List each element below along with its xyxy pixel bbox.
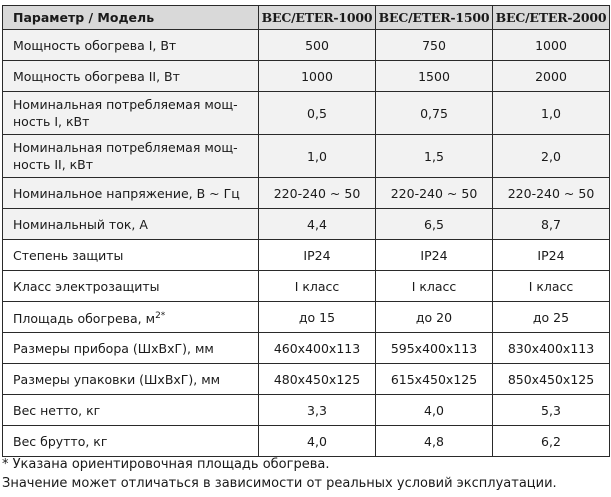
- row-value: 1,0: [259, 135, 376, 178]
- spec-table: [2, 5, 610, 457]
- row-value: 0,5: [259, 92, 376, 135]
- row-param: Класс электрозащиты: [3, 271, 259, 302]
- table-row: [3, 135, 610, 178]
- row-value: 615х450х125: [376, 364, 493, 395]
- row-value: IP24: [493, 240, 610, 271]
- row-param: Номинальный ток, А: [3, 209, 259, 240]
- row-value: 1500: [376, 61, 493, 92]
- row-value: до 25: [493, 302, 610, 333]
- row-value: IP24: [376, 240, 493, 271]
- row-value: 2000: [493, 61, 610, 92]
- row-value: 4,4: [259, 209, 376, 240]
- row-param: Мощность обогрева II, Вт: [3, 61, 259, 92]
- row-value: 750: [376, 30, 493, 61]
- table-row: [3, 364, 610, 395]
- row-value: IP24: [259, 240, 376, 271]
- table-row: [3, 209, 610, 240]
- table-row: [3, 395, 610, 426]
- row-value: 2,0: [493, 135, 610, 178]
- row-value: 0,75: [376, 92, 493, 135]
- row-value: 1000: [259, 61, 376, 92]
- row-value: 500: [259, 30, 376, 61]
- row-value: 460х400х113: [259, 333, 376, 364]
- row-param: Размеры упаковки (ШхВхГ), мм: [3, 364, 259, 395]
- row-param: Размеры прибора (ШхВхГ), мм: [3, 333, 259, 364]
- row-param-line2: ность II, кВт: [13, 157, 94, 172]
- row-value: I класс: [493, 271, 610, 302]
- row-param: Вес нетто, кг: [3, 395, 259, 426]
- table-row: [3, 333, 610, 364]
- row-param-line1: Номинальная потребляемая мощ-: [13, 97, 238, 112]
- row-value: 4,8: [376, 426, 493, 457]
- table-row: [3, 302, 610, 333]
- row-value: 1000: [493, 30, 610, 61]
- row-param-text: Площадь обогрева, м: [13, 310, 156, 326]
- row-value: 1,5: [376, 135, 493, 178]
- row-param: Мощность обогрева I, Вт: [3, 30, 259, 61]
- row-value: 6,2: [493, 426, 610, 457]
- row-value: 3,3: [259, 395, 376, 426]
- row-value: I класс: [376, 271, 493, 302]
- row-param: [3, 302, 259, 333]
- footnote-marker: 2*: [155, 310, 166, 321]
- row-value: 4,0: [376, 395, 493, 426]
- footnotes: [2, 455, 609, 493]
- table-row: [3, 426, 610, 457]
- row-param: Вес брутто, кг: [3, 426, 259, 457]
- row-value: I класс: [259, 271, 376, 302]
- row-param: [3, 135, 259, 178]
- header-model-2000: BEC/ETER-2000: [493, 6, 610, 30]
- header-model-1500: BEC/ETER-1500: [376, 6, 493, 30]
- row-param: [3, 92, 259, 135]
- row-value: 220-240 ~ 50: [376, 178, 493, 209]
- row-value: 830х400х113: [493, 333, 610, 364]
- footnote-line-2: Значение может отличаться в зависимости от реальных условий эксплуатации.: [2, 476, 557, 491]
- row-param-line2: ность I, кВт: [13, 114, 90, 129]
- table-row: [3, 240, 610, 271]
- row-value: до 15: [259, 302, 376, 333]
- table-row: [3, 92, 610, 135]
- row-param: Степень защиты: [3, 240, 259, 271]
- table-row: [3, 178, 610, 209]
- header-model-1000: BEC/ETER-1000: [259, 6, 376, 30]
- row-value: до 20: [376, 302, 493, 333]
- row-value: 595х400х113: [376, 333, 493, 364]
- footnote-line-1: * Указана ориентировочная площадь обогрева.: [2, 457, 330, 472]
- header-param: Параметр / Модель: [3, 6, 259, 30]
- row-value: 4,0: [259, 426, 376, 457]
- row-value: 8,7: [493, 209, 610, 240]
- row-value: 220-240 ~ 50: [259, 178, 376, 209]
- row-param: Номинальное напряжение, В ~ Гц: [3, 178, 259, 209]
- table-row: [3, 271, 610, 302]
- row-value: 480х450х125: [259, 364, 376, 395]
- row-value: 850х450х125: [493, 364, 610, 395]
- row-value: 6,5: [376, 209, 493, 240]
- table-row: [3, 30, 610, 61]
- header-row: [3, 6, 610, 30]
- row-value: 1,0: [493, 92, 610, 135]
- row-param-line1: Номинальная потребляемая мощ-: [13, 140, 238, 155]
- table-row: [3, 61, 610, 92]
- row-value: 5,3: [493, 395, 610, 426]
- row-value: 220-240 ~ 50: [493, 178, 610, 209]
